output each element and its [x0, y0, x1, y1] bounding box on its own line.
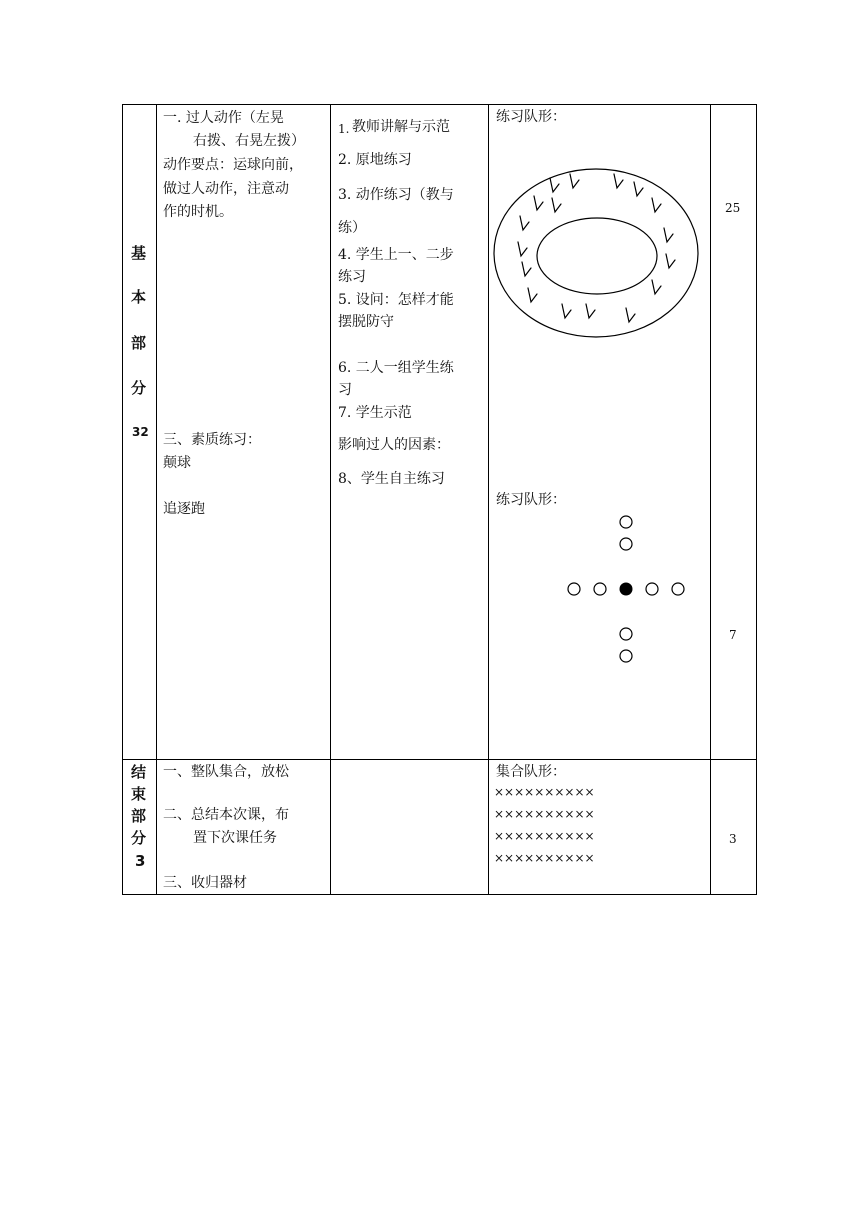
grid-line-top [122, 104, 757, 105]
end-item3: 三、收归器材 [163, 875, 247, 891]
formation-2-title: 练习队形： [496, 492, 566, 508]
grid-line-bottom [122, 894, 757, 895]
outer-ring [494, 169, 698, 337]
method-6-cont: 习 [338, 382, 352, 398]
basic-label-char-4: 分 [131, 379, 147, 397]
player-left-1 [568, 583, 580, 595]
grid-line-v5 [710, 104, 711, 895]
method-7: 7. 学生示范 [338, 405, 412, 421]
end-label-char-1: 结 [131, 763, 147, 781]
method-5: 5. 设问：怎样才能 [338, 292, 454, 308]
formation-row-4: ×××××××××× [494, 851, 595, 865]
player-right-2 [672, 583, 684, 595]
method-5-cont: 摆脱防守 [338, 314, 394, 330]
method-4: 4. 学生上一、二步 [338, 247, 454, 263]
time-3: 3 [729, 832, 737, 846]
formation-row-2: ×××××××××× [494, 807, 595, 821]
method-1-text: 教师讲解与示范 [352, 119, 450, 135]
method-4-cont: 练习 [338, 269, 366, 285]
end-label-char-4: 分 [131, 829, 147, 847]
formation-row-3: ×××××××××× [494, 829, 595, 843]
method-3-cont: 练） [338, 220, 366, 236]
grid-line-v1 [122, 104, 123, 895]
grid-line-v4 [488, 104, 489, 895]
influence-factors: 影响过人的因素： [338, 437, 450, 453]
time-7: 7 [729, 628, 737, 642]
basic-key-point-2: 做过人动作，注意动 [163, 181, 289, 197]
basic-minutes: 32 [132, 425, 149, 439]
basic-key-point-1: 动作要点：运球向前， [163, 157, 303, 173]
grid-line-v2 [156, 104, 157, 895]
end-minutes: 3 [135, 852, 146, 870]
basic-label-char-1: 基 [131, 244, 147, 262]
method-6: 6. 二人一组学生练 [338, 360, 454, 376]
time-25: 25 [725, 201, 741, 215]
formation-row-1: ×××××××××× [494, 785, 595, 799]
player-left-2 [594, 583, 606, 595]
method-2: 2. 原地练习 [338, 152, 412, 168]
end-label-char-2: 束 [131, 785, 147, 803]
end-item1: 一、整队集合，放松 [163, 764, 289, 780]
basic-item1-cont: 右拨、右晃左拨） [193, 133, 305, 149]
method-8: 8、学生自主练习 [338, 471, 445, 487]
end-item2-cont: 置下次课任务 [193, 830, 277, 846]
basic-item1: 一. 过人动作（左晃 [163, 110, 284, 126]
basic-label-char-2: 本 [131, 288, 147, 306]
basic-item3: 三、素质练习： [163, 432, 261, 448]
formation-1-title: 练习队形： [496, 109, 566, 125]
end-label-char-3: 部 [131, 807, 147, 825]
inner-ring [537, 218, 657, 294]
center-player [620, 583, 633, 596]
basic-item3-sub1: 颠球 [163, 455, 191, 471]
cross-formation-diagram [560, 510, 690, 670]
player-top-1 [620, 516, 632, 528]
basic-key-point-3: 作的时机。 [163, 204, 233, 220]
method-3: 3. 动作练习（教与 [338, 187, 454, 203]
end-item2: 二、总结本次课，布 [163, 807, 289, 823]
basic-item3-sub2: 追逐跑 [163, 501, 205, 517]
gathering-formation-title: 集合队形： [496, 764, 566, 780]
grid-line-v3 [330, 104, 331, 895]
player-top-2 [620, 538, 632, 550]
grid-line-middle [122, 759, 757, 760]
ring-formation-diagram [492, 160, 708, 346]
grid-line-v6 [756, 104, 757, 895]
method-1-num: 1. [338, 122, 350, 136]
basic-label-char-3: 部 [131, 334, 147, 352]
student-marks [518, 174, 675, 322]
player-bottom-2 [620, 650, 632, 662]
player-right-1 [646, 583, 658, 595]
player-bottom-1 [620, 628, 632, 640]
